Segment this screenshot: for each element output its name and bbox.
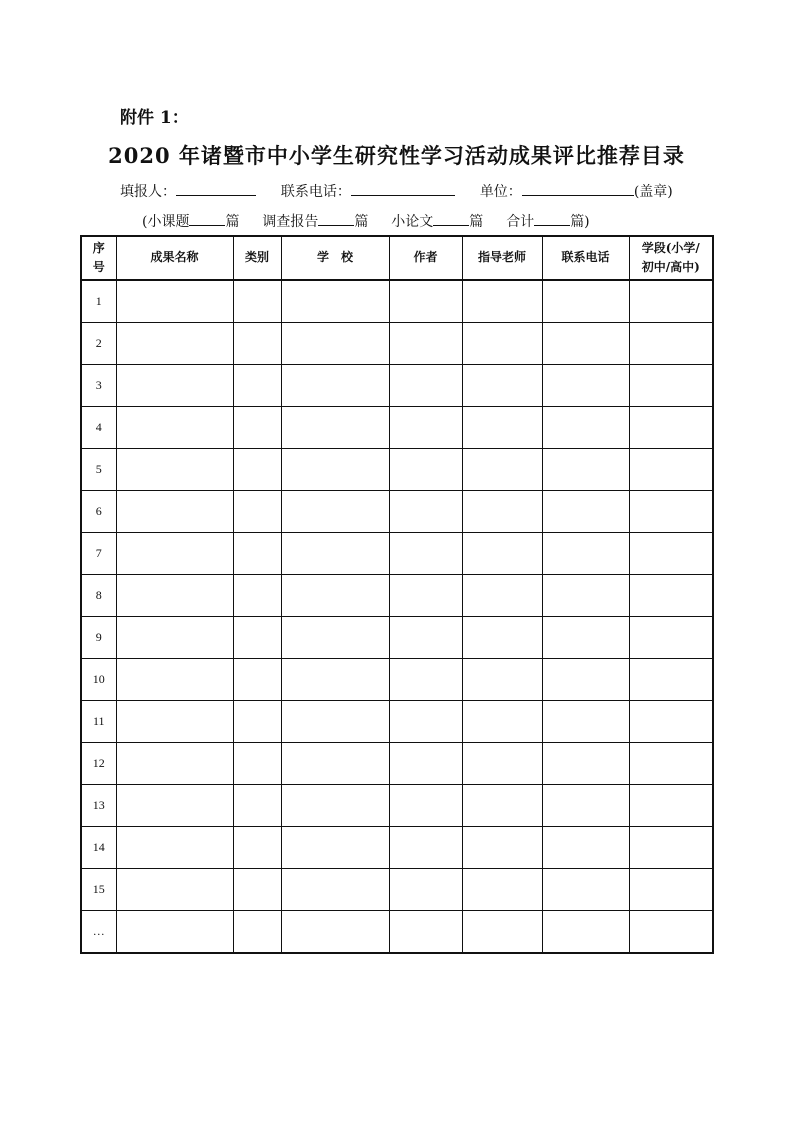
table-cell[interactable] [116, 323, 233, 365]
table-cell[interactable] [233, 743, 281, 785]
table-cell[interactable] [542, 365, 629, 407]
table-cell[interactable] [281, 575, 389, 617]
stamp-note: (盖章) [633, 184, 673, 200]
table-cell[interactable] [389, 280, 462, 323]
table-header-row [81, 236, 713, 280]
row-number: 1 [81, 280, 116, 323]
table-cell[interactable] [116, 827, 233, 869]
table-cell[interactable] [281, 449, 389, 491]
header-author: 作者 [389, 236, 462, 280]
table-cell[interactable] [462, 491, 542, 533]
table-cell[interactable] [629, 827, 713, 869]
table-cell[interactable] [389, 701, 462, 743]
table-cell[interactable] [233, 533, 281, 575]
row-number: 6 [81, 491, 116, 533]
row-number: 13 [81, 785, 116, 827]
table-cell[interactable] [542, 701, 629, 743]
table-cell[interactable] [233, 869, 281, 911]
table-cell[interactable] [389, 659, 462, 701]
table-cell[interactable] [542, 575, 629, 617]
table-cell[interactable] [542, 911, 629, 954]
table-cell[interactable] [389, 869, 462, 911]
row-number: 12 [81, 743, 116, 785]
table-row [81, 491, 713, 533]
table-row [81, 785, 713, 827]
row-number: 11 [81, 701, 116, 743]
table-cell[interactable] [116, 280, 233, 323]
counts-line [142, 211, 590, 231]
table-cell[interactable] [462, 659, 542, 701]
table-cell[interactable] [462, 827, 542, 869]
table-cell[interactable] [629, 575, 713, 617]
table-row [81, 407, 713, 449]
table-cell[interactable] [462, 575, 542, 617]
table-row [81, 869, 713, 911]
filler-blank[interactable] [176, 181, 256, 196]
table-cell[interactable] [389, 365, 462, 407]
table-row [81, 743, 713, 785]
phone-label: 联系电话： [280, 184, 351, 200]
table-cell[interactable] [233, 449, 281, 491]
table-cell[interactable] [462, 407, 542, 449]
table-cell[interactable] [389, 407, 462, 449]
table-cell[interactable] [233, 323, 281, 365]
table-cell[interactable] [233, 365, 281, 407]
table-cell[interactable] [281, 407, 389, 449]
table-cell[interactable] [389, 743, 462, 785]
table-cell[interactable] [389, 827, 462, 869]
recommendation-table [80, 235, 714, 954]
table-cell[interactable] [462, 280, 542, 323]
page-title: 2020 年诸暨市中小学生研究性学习活动成果评比推荐目录 [108, 143, 685, 168]
table-cell[interactable] [233, 827, 281, 869]
table-cell[interactable] [233, 280, 281, 323]
paper-blank[interactable] [433, 211, 469, 226]
table-cell[interactable] [281, 323, 389, 365]
table-cell[interactable] [629, 911, 713, 954]
table-cell[interactable] [116, 575, 233, 617]
table-cell[interactable] [629, 407, 713, 449]
table-row [81, 365, 713, 407]
row-number: 5 [81, 449, 116, 491]
table-cell[interactable] [281, 617, 389, 659]
table-cell[interactable] [116, 491, 233, 533]
table-cell[interactable] [233, 407, 281, 449]
phone-blank[interactable] [351, 181, 455, 196]
table-cell[interactable] [116, 407, 233, 449]
table-cell[interactable] [629, 659, 713, 701]
table-cell[interactable] [281, 491, 389, 533]
table-cell[interactable] [542, 785, 629, 827]
row-number: 4 [81, 407, 116, 449]
table-cell[interactable] [629, 365, 713, 407]
table-cell[interactable] [629, 701, 713, 743]
table-cell[interactable] [116, 785, 233, 827]
table-row [81, 575, 713, 617]
table-cell[interactable] [462, 323, 542, 365]
table-cell[interactable] [281, 280, 389, 323]
table-cell[interactable] [542, 617, 629, 659]
table-cell[interactable] [233, 617, 281, 659]
row-number: 9 [81, 617, 116, 659]
table-cell[interactable] [116, 365, 233, 407]
row-number: 15 [81, 869, 116, 911]
table-cell[interactable] [629, 449, 713, 491]
table-cell[interactable] [462, 911, 542, 954]
table-cell[interactable] [542, 449, 629, 491]
row-number: 3 [81, 365, 116, 407]
table-cell[interactable] [281, 365, 389, 407]
filler-label: 填报人： [120, 184, 176, 200]
table-cell[interactable] [233, 911, 281, 954]
table-cell[interactable] [629, 869, 713, 911]
table-cell[interactable] [542, 407, 629, 449]
table-cell[interactable] [389, 323, 462, 365]
table-row [81, 911, 713, 954]
table-cell[interactable] [389, 911, 462, 954]
table-cell[interactable] [629, 533, 713, 575]
table-cell[interactable] [116, 743, 233, 785]
paper-label: 小论文 [391, 214, 434, 230]
table-cell[interactable] [542, 869, 629, 911]
table-cell[interactable] [233, 785, 281, 827]
table-cell[interactable] [389, 785, 462, 827]
table-cell[interactable] [116, 449, 233, 491]
table-cell[interactable] [542, 827, 629, 869]
row-number: 14 [81, 827, 116, 869]
table-cell[interactable] [542, 491, 629, 533]
table-cell[interactable] [233, 575, 281, 617]
table-cell[interactable] [629, 785, 713, 827]
table-row [81, 701, 713, 743]
survey-label: 调查报告 [262, 214, 319, 230]
table-cell[interactable] [462, 869, 542, 911]
row-number: 10 [81, 659, 116, 701]
total-label: 合计 [506, 214, 535, 230]
unit-label: 单位： [479, 184, 522, 200]
table-cell[interactable] [629, 743, 713, 785]
row-number: … [81, 911, 116, 954]
header-category: 类别 [233, 236, 281, 280]
table-cell[interactable] [542, 280, 629, 323]
table-cell[interactable] [542, 659, 629, 701]
unit-pian-4: 篇) [570, 214, 590, 230]
table-row [81, 827, 713, 869]
table-row [81, 323, 713, 365]
table-cell[interactable] [281, 743, 389, 785]
small-topic-blank[interactable] [189, 211, 225, 226]
table-cell[interactable] [542, 743, 629, 785]
table-cell[interactable] [116, 869, 233, 911]
row-number: 2 [81, 323, 116, 365]
row-number: 7 [81, 533, 116, 575]
table-cell[interactable] [116, 911, 233, 954]
table-cell[interactable] [462, 743, 542, 785]
header-achievement-name: 成果名称 [116, 236, 233, 280]
header-school-stage: 学段(小学/ 初中/高中) [629, 236, 713, 280]
row-number: 8 [81, 575, 116, 617]
small-topic-label: (小课题 [142, 214, 190, 230]
table-cell[interactable] [389, 575, 462, 617]
survey-blank[interactable] [318, 211, 354, 226]
table-cell[interactable] [116, 533, 233, 575]
total-blank[interactable] [534, 211, 570, 226]
table-cell[interactable] [281, 659, 389, 701]
table-cell[interactable] [233, 491, 281, 533]
table-cell[interactable] [462, 449, 542, 491]
table-cell[interactable] [462, 785, 542, 827]
table-cell[interactable] [281, 533, 389, 575]
attachment-label: 附件 1： [120, 108, 189, 128]
table-cell[interactable] [116, 659, 233, 701]
table-cell[interactable] [116, 701, 233, 743]
table-cell[interactable] [629, 617, 713, 659]
table-cell[interactable] [542, 533, 629, 575]
header-advisor: 指导老师 [462, 236, 542, 280]
table-cell[interactable] [281, 869, 389, 911]
table-cell[interactable] [462, 701, 542, 743]
table-cell[interactable] [281, 785, 389, 827]
unit-pian-1: 篇 [225, 214, 240, 230]
table-cell[interactable] [389, 449, 462, 491]
table-row [81, 659, 713, 701]
table-cell[interactable] [462, 533, 542, 575]
table-cell[interactable] [281, 911, 389, 954]
unit-pian-3: 篇 [469, 214, 484, 230]
table-cell[interactable] [629, 491, 713, 533]
table-cell[interactable] [542, 323, 629, 365]
unit-pian-2: 篇 [354, 214, 369, 230]
filler-info-line [120, 181, 673, 201]
table-cell[interactable] [629, 323, 713, 365]
unit-blank[interactable] [522, 181, 634, 196]
table-cell[interactable] [233, 659, 281, 701]
table-cell[interactable] [389, 491, 462, 533]
table-row [81, 533, 713, 575]
table-cell[interactable] [462, 617, 542, 659]
table-cell[interactable] [389, 617, 462, 659]
table-cell[interactable] [116, 617, 233, 659]
table-cell[interactable] [233, 701, 281, 743]
header-school: 学 校 [281, 236, 389, 280]
table-row [81, 617, 713, 659]
table-row [81, 449, 713, 491]
table-cell[interactable] [462, 365, 542, 407]
table-row [81, 280, 713, 323]
table-cell[interactable] [281, 701, 389, 743]
table-cell[interactable] [389, 533, 462, 575]
header-seq: 序 号 [81, 236, 116, 280]
header-phone: 联系电话 [542, 236, 629, 280]
table-cell[interactable] [281, 827, 389, 869]
table-cell[interactable] [629, 280, 713, 323]
